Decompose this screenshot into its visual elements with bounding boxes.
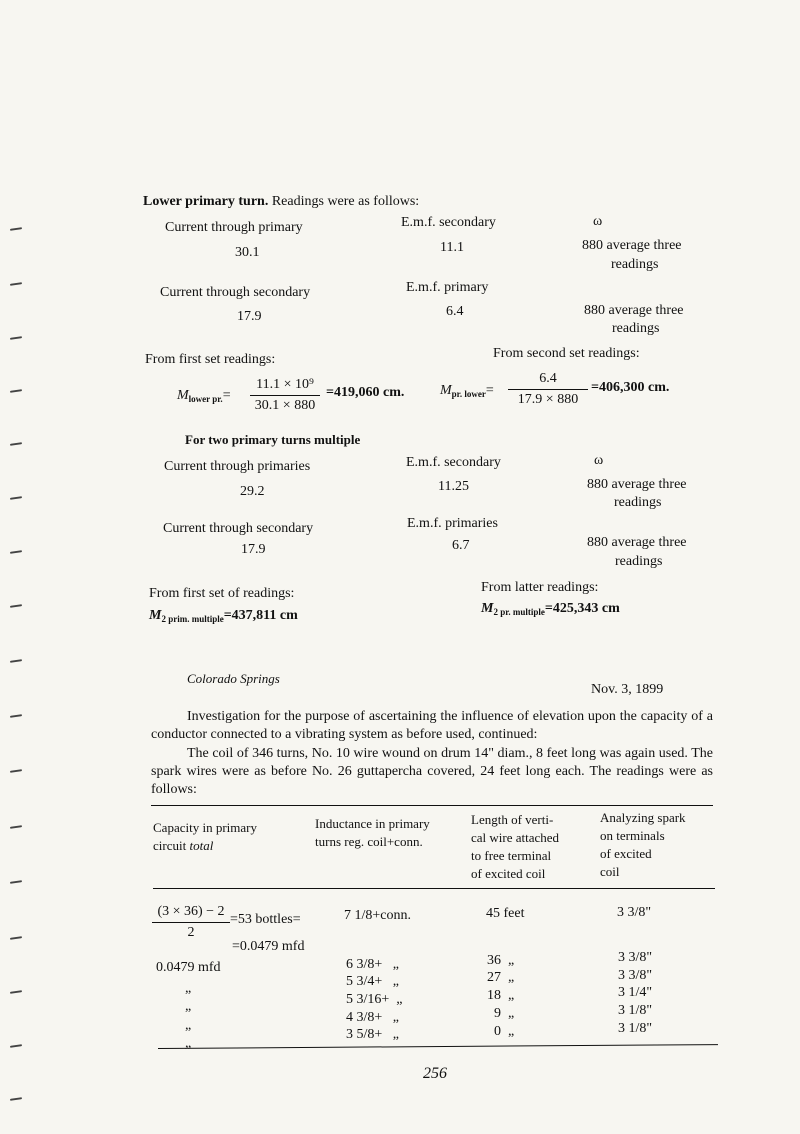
margin-mark (10, 442, 22, 446)
section1-title-rest: Readings were as follows: (271, 194, 420, 209)
col-emf-secondary: E.m.f. secondary (401, 215, 496, 230)
section2-col-omega: ω (594, 453, 604, 468)
date-heading: Nov. 3, 1899 (591, 682, 664, 697)
eq2-subscript: pr. lower (451, 389, 486, 399)
col-current-primary: Current through primary (165, 220, 303, 235)
section2-from-first: From first set of readings: (149, 586, 295, 601)
from-first-set: From first set readings: (145, 352, 276, 367)
val-current-secondary: 17.9 (237, 309, 262, 324)
table-header-capacity: Capacity in primary circuit total (153, 820, 257, 853)
row4-capacity: „ (185, 999, 192, 1014)
section2-val-omega2-line2: readings (615, 554, 663, 569)
margin-mark (10, 990, 22, 994)
val-emf-primaries: 6.7 (452, 538, 470, 553)
val-omega-line2: readings (611, 257, 659, 272)
section2-val-current-secondary: 17.9 (241, 542, 266, 557)
table-header-rule (153, 888, 715, 889)
margin-mark (10, 496, 22, 500)
eq1-numerator: 11.1 × 10⁹ (250, 377, 320, 396)
table-top-rule (151, 805, 713, 806)
m2-prim-multiple: $M_{2 prim. multiple}=437,811$ cm (149, 608, 298, 624)
paragraph-investigation: Investigation for the purpose of ascertaining the influence of elevation upon the capacity of a conductor connected to a vibrating system as before used, continued: (151, 709, 713, 742)
from-second-set: From second set readings: (493, 346, 640, 361)
table-header-inductance: Inductance in primary turns reg. coil+conn. (315, 816, 430, 849)
val-omega-line1: 880 average three (582, 238, 682, 253)
calc-mfd: =0.0479 mfd (232, 939, 305, 954)
row3-spark: 3 3/8" (618, 968, 653, 983)
row5-capacity: „ (185, 1018, 192, 1033)
margin-mark (10, 880, 22, 884)
calc-fraction (152, 904, 230, 941)
val-current-primary: 30.1 (235, 245, 260, 260)
margin-mark (10, 227, 22, 231)
page-number: 256 (423, 1065, 447, 1082)
eq2-denominator: 17.9 × 880 (517, 392, 579, 407)
m2-subscript: 2 pr. multiple (493, 607, 545, 617)
m1-subscript: 2 prim. multiple (161, 614, 224, 624)
calc-bottles: =53 bottles= (230, 912, 301, 927)
row4-length: 18 „ (487, 988, 515, 1003)
section2-col-current-secondary: Current through secondary (163, 521, 314, 536)
row2-length: 36 „ (487, 953, 515, 968)
col-emf-primaries: E.m.f. primaries (407, 516, 498, 531)
val-current-primaries: 29.2 (240, 484, 265, 499)
margin-mark (10, 282, 22, 286)
margin-mark (10, 1044, 22, 1048)
row1-inductance: 7 1/8+conn. (344, 908, 411, 923)
eq1-result: =419,060 cm. (326, 385, 405, 400)
row2-inductance: 6 3/8+ „ (346, 957, 399, 972)
margin-mark (10, 769, 22, 773)
table-bottom-rule (158, 1044, 718, 1049)
val-emf-secondary: 11.1 (440, 240, 464, 255)
row6-capacity: „ (185, 1036, 192, 1051)
row1-spark: 3 3/8" (617, 905, 652, 920)
calc-denominator: 2 (187, 925, 195, 940)
row6-inductance: 3 5/8+ „ (346, 1027, 399, 1042)
row5-spark: 3 1/8" (618, 1003, 653, 1018)
margin-mark (10, 1097, 22, 1101)
val-omega2-line2: readings (612, 321, 660, 336)
row6-length: 0 „ (494, 1024, 515, 1039)
paragraph-coil: The coil of 346 turns, No. 10 wire wound on drum 14" diam., 8 feet long was again used. The spark wires were as before No. 26 guttapercha covered, 24 feet long each. The readings were as follows: (151, 746, 713, 797)
m1-value: =437,811 cm (223, 608, 298, 623)
col-emf-primary: E.m.f. primary (406, 280, 489, 295)
eq1-denominator: 30.1 × 880 (254, 398, 316, 413)
row3-capacity: „ (185, 981, 192, 996)
row2-spark: 3 3/8" (618, 950, 653, 965)
section2-col-emf-secondary: E.m.f. secondary (406, 455, 501, 470)
row3-inductance: 5 3/4+ „ (346, 974, 399, 989)
margin-mark (10, 550, 22, 554)
row4-spark: 3 1/4" (618, 985, 653, 1000)
eq1-lhs: $M_{lower pr.}=$ (177, 388, 231, 404)
row3-length: 27 „ (487, 970, 515, 985)
margin-mark (10, 336, 22, 340)
row1-length: 45 feet (486, 906, 525, 921)
m2-pr-multiple: $M_{2 pr. multiple}=425,343$ cm (481, 601, 620, 617)
eq2-numerator: 6.4 (508, 371, 588, 390)
row5-inductance: 4 3/8+ „ (346, 1010, 399, 1025)
eq1-subscript: lower pr. (188, 394, 223, 404)
eq2-lhs: $M_{pr. lower}=$ (440, 383, 494, 399)
row5-length: 9 „ (494, 1006, 515, 1021)
section2-title: For two primary turns multiple (185, 432, 361, 447)
col-current-primaries: Current through primaries (164, 459, 311, 474)
eq2-fraction (508, 371, 588, 408)
val-emf-primary: 6.4 (446, 304, 464, 319)
row6-spark: 3 1/8" (618, 1021, 653, 1036)
table-header-spark: Analyzing spark on terminals of excited coil (600, 810, 686, 879)
section2-val-omega2-line1: 880 average three (587, 535, 687, 550)
m2-value: =425,343 cm (544, 601, 620, 616)
section2-val-emf-secondary: 11.25 (438, 479, 469, 494)
eq1-fraction (250, 377, 320, 414)
eq1-symbol: M (177, 388, 189, 403)
margin-mark (10, 659, 22, 663)
col-current-secondary: Current through secondary (160, 285, 311, 300)
section2-val-omega-line1: 880 average three (587, 477, 687, 492)
val-omega2-line1: 880 average three (584, 303, 684, 318)
margin-mark (10, 714, 22, 718)
row2-capacity: 0.0479 mfd (156, 960, 221, 975)
section2-from-latter: From latter readings: (481, 580, 599, 595)
eq2-symbol: M (440, 383, 452, 398)
table-header-length: Length of verti- cal wire attached to free terminal of excited coil (471, 812, 560, 881)
calc-numerator: (3 × 36) − 2 (152, 904, 230, 923)
section1-title (143, 194, 419, 210)
margin-mark (10, 825, 22, 829)
eq2-result: =406,300 cm. (591, 380, 670, 395)
margin-mark (10, 604, 22, 608)
margin-mark (10, 936, 22, 940)
place-heading: Colorado Springs (187, 671, 280, 686)
section1-title-bold: Lower primary turn. (143, 194, 269, 209)
margin-mark (10, 389, 22, 393)
section2-val-omega-line2: readings (614, 495, 662, 510)
row4-inductance: 5 3/16+ „ (346, 992, 403, 1007)
col-omega: ω (593, 214, 603, 229)
